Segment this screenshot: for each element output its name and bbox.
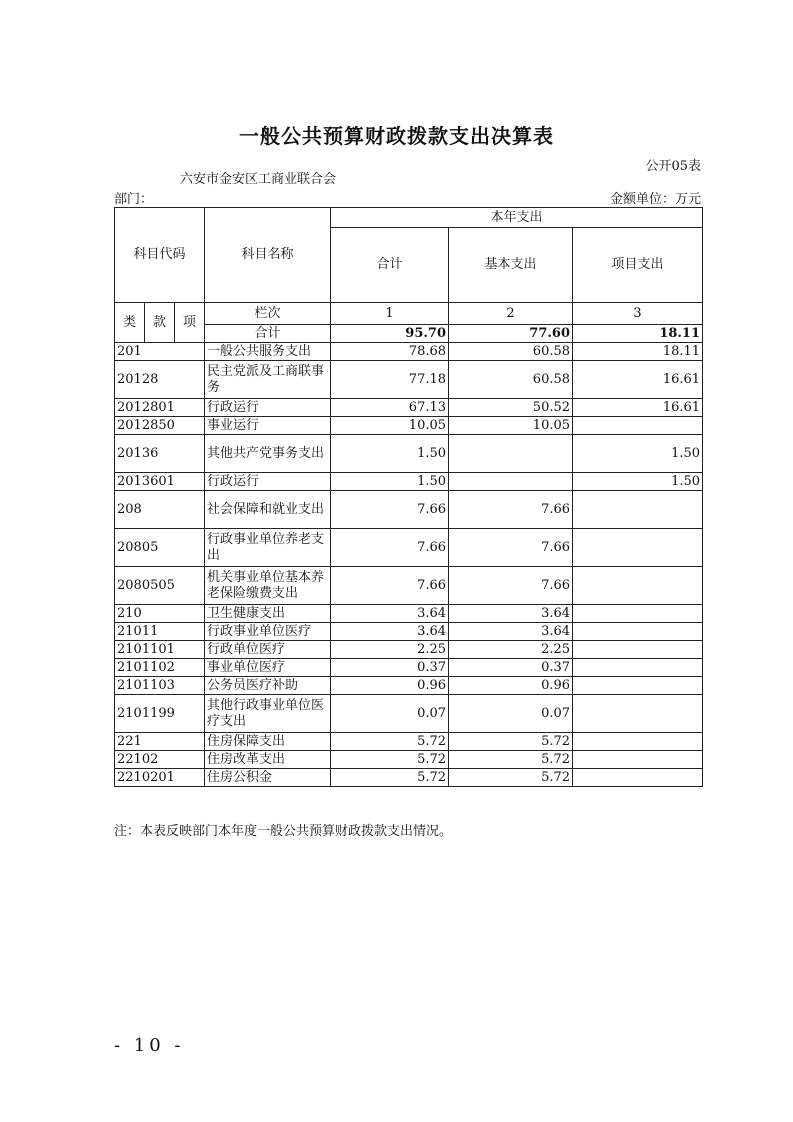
row-code: 221 (115, 733, 205, 751)
row-basic: 50.52 (449, 399, 573, 417)
row-total: 10.05 (331, 417, 449, 435)
table-row (115, 567, 703, 605)
table-row (115, 769, 703, 787)
table-row (115, 417, 703, 435)
row-project (573, 695, 703, 733)
column-number-3: 3 (573, 303, 703, 325)
row-total: 0.96 (331, 677, 449, 695)
row-basic (449, 435, 573, 473)
row-code: 2080505 (115, 567, 205, 605)
row-project (573, 529, 703, 567)
row-basic (449, 473, 573, 491)
table-row (115, 677, 703, 695)
row-basic: 5.72 (449, 733, 573, 751)
form-number: 公开05表 (645, 159, 701, 174)
table-row (115, 659, 703, 677)
row-project (573, 605, 703, 623)
table-row (115, 623, 703, 641)
row-project (573, 641, 703, 659)
row-total: 67.13 (331, 399, 449, 417)
row-code: 2101102 (115, 659, 205, 677)
table-row (115, 641, 703, 659)
table-row (115, 435, 703, 473)
row-project (573, 769, 703, 787)
row-basic: 5.72 (449, 751, 573, 769)
row-name: 民主党派及工商联事务 (205, 361, 331, 399)
row-project (573, 417, 703, 435)
row-name: 公务员医疗补助 (205, 677, 331, 695)
table-row (115, 343, 703, 361)
row-name: 一般公共服务支出 (205, 343, 331, 361)
table-row (115, 399, 703, 417)
row-total: 5.72 (331, 769, 449, 787)
row-total: 5.72 (331, 751, 449, 769)
row-basic: 0.07 (449, 695, 573, 733)
header-name: 科目名称 (205, 208, 331, 303)
row-total: 7.66 (331, 567, 449, 605)
header-total: 合计 (331, 228, 449, 303)
row-project: 1.50 (573, 473, 703, 491)
department-name: 六安市金安区工商业联合会 (180, 172, 337, 187)
row-name: 其他共产党事务支出 (205, 435, 331, 473)
header-kuan: 款 (145, 303, 175, 343)
row-basic: 0.96 (449, 677, 573, 695)
expenditure-table (114, 207, 703, 787)
header-project: 项目支出 (573, 228, 703, 303)
row-project: 1.50 (573, 435, 703, 473)
row-total: 3.64 (331, 623, 449, 641)
row-code: 21011 (115, 623, 205, 641)
row-project (573, 491, 703, 529)
row-name: 住房保障支出 (205, 733, 331, 751)
row-total: 5.72 (331, 733, 449, 751)
sum-project: 18.11 (573, 325, 703, 343)
row-name: 行政事业单位养老支出 (205, 529, 331, 567)
header-xiang: 项 (175, 303, 205, 343)
row-code: 20805 (115, 529, 205, 567)
row-name: 行政事业单位医疗 (205, 623, 331, 641)
header-basic: 基本支出 (449, 228, 573, 303)
row-code: 20136 (115, 435, 205, 473)
row-total: 0.37 (331, 659, 449, 677)
row-name: 事业运行 (205, 417, 331, 435)
row-code: 208 (115, 491, 205, 529)
page-title: 一般公共预算财政拨款支出决算表 (239, 124, 554, 148)
row-total: 1.50 (331, 435, 449, 473)
row-name: 事业单位医疗 (205, 659, 331, 677)
table-row (115, 733, 703, 751)
row-code: 201 (115, 343, 205, 361)
row-code: 22102 (115, 751, 205, 769)
table-row (115, 605, 703, 623)
amount-unit: 金额单位：万元 (609, 192, 701, 207)
table-row (115, 751, 703, 769)
row-total: 3.64 (331, 605, 449, 623)
row-code: 2101199 (115, 695, 205, 733)
row-project (573, 567, 703, 605)
table-row (115, 491, 703, 529)
row-basic: 3.64 (449, 623, 573, 641)
row-code: 20128 (115, 361, 205, 399)
row-project (573, 623, 703, 641)
row-code: 210 (115, 605, 205, 623)
table-row (115, 695, 703, 733)
page-number: - 10 - (114, 1035, 185, 1056)
sum-label: 合计 (205, 325, 331, 343)
row-code: 2013601 (115, 473, 205, 491)
row-total: 1.50 (331, 473, 449, 491)
sum-total: 95.70 (331, 325, 449, 343)
table-row (115, 361, 703, 399)
row-project (573, 733, 703, 751)
table-row (115, 473, 703, 491)
row-basic: 0.37 (449, 659, 573, 677)
header-year-expense: 本年支出 (331, 208, 703, 228)
row-total: 7.66 (331, 491, 449, 529)
row-code: 2101103 (115, 677, 205, 695)
header-code: 科目代码 (115, 208, 205, 303)
header-lanci: 栏次 (205, 303, 331, 325)
row-name: 行政运行 (205, 399, 331, 417)
row-basic: 3.64 (449, 605, 573, 623)
row-basic: 7.66 (449, 567, 573, 605)
row-total: 77.18 (331, 361, 449, 399)
row-basic: 7.66 (449, 529, 573, 567)
table-row (115, 529, 703, 567)
row-code: 2101101 (115, 641, 205, 659)
row-project (573, 659, 703, 677)
column-number-1: 1 (331, 303, 449, 325)
row-name: 其他行政事业单位医疗支出 (205, 695, 331, 733)
row-basic: 7.66 (449, 491, 573, 529)
row-total: 78.68 (331, 343, 449, 361)
row-project: 18.11 (573, 343, 703, 361)
row-name: 卫生健康支出 (205, 605, 331, 623)
header-lei: 类 (115, 303, 145, 343)
row-total: 0.07 (331, 695, 449, 733)
row-project: 16.61 (573, 361, 703, 399)
row-name: 住房公积金 (205, 769, 331, 787)
column-number-2: 2 (449, 303, 573, 325)
row-name: 行政单位医疗 (205, 641, 331, 659)
row-project: 16.61 (573, 399, 703, 417)
row-basic: 2.25 (449, 641, 573, 659)
row-total: 7.66 (331, 529, 449, 567)
table-note: 注：本表反映部门本年度一般公共预算财政拨款支出情况。 (114, 824, 453, 839)
row-name: 行政运行 (205, 473, 331, 491)
row-basic: 10.05 (449, 417, 573, 435)
row-name: 机关事业单位基本养老保险缴费支出 (205, 567, 331, 605)
row-basic: 60.58 (449, 343, 573, 361)
row-code: 2012850 (115, 417, 205, 435)
row-name: 社会保障和就业支出 (205, 491, 331, 529)
row-basic: 60.58 (449, 361, 573, 399)
row-basic: 5.72 (449, 769, 573, 787)
row-code: 2210201 (115, 769, 205, 787)
row-project (573, 751, 703, 769)
row-total: 2.25 (331, 641, 449, 659)
row-name: 住房改革支出 (205, 751, 331, 769)
row-project (573, 677, 703, 695)
row-code: 2012801 (115, 399, 205, 417)
sum-basic: 77.60 (449, 325, 573, 343)
department-label: 部门： (114, 192, 154, 207)
